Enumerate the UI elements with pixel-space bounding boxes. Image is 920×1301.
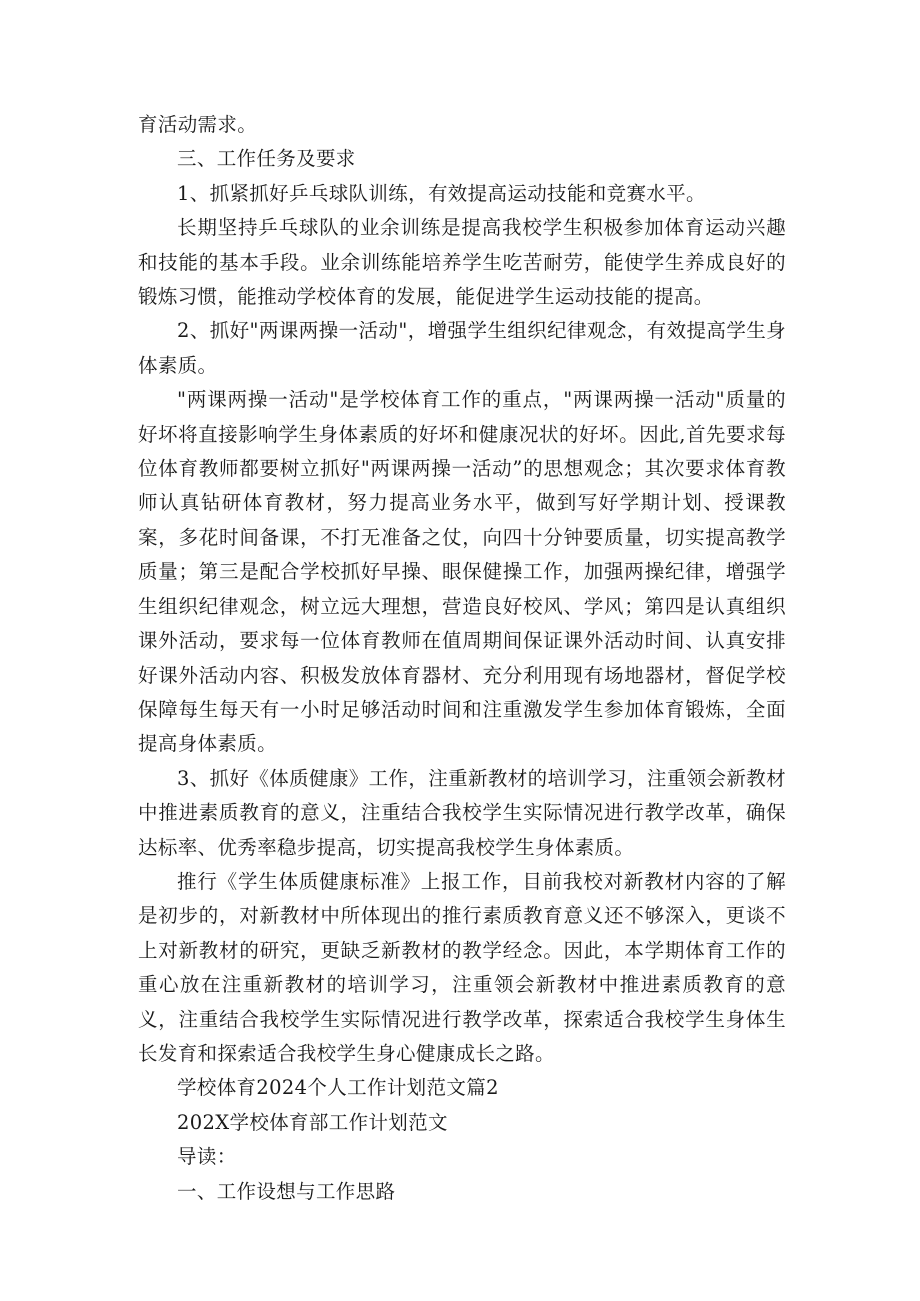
article-2-subtitle: 202X学校体育部工作计划范文 [177, 1110, 448, 1134]
document-body [138, 108, 786, 1209]
article-2-title: 学校体育2024个人工作计划范文篇2 [177, 1076, 499, 1100]
task-3-heading: 3、抓好《体质健康》工作，注重新教材的培训学习，注重领会新教材中推进素质教育的意义，注重结合我校学生实际情况进行教学改革，确保达标率、优秀率稳步提高，切实提高我校学生身体素质。 [138, 766, 786, 859]
section-heading-1: 一、工作设想与工作思路 [177, 1179, 396, 1203]
task-2-heading: 2、抓好"两课两操一活动"，增强学生组织纪律观念，有效提高学生身体素质。 [138, 319, 786, 377]
task-2-body: "两课两操一活动"是学校体育工作的重点，"两课两操一活动"质量的好坏将直接影响学生身体素质的好坏和健康况状的好坏。因此,首先要求每位体育教师都要树立抓好"两课两操一活动”的思想观念；其次要求体育教师认真钻研体育教材，努力提高业务水平，做到写好学期计划、授课教案，多花时间备课，不打无准备之仗，向四十分钟要质量，切实提高教学质量；第三是配合学校抓好早操、眼保健操工作，加强两操纪律，增强学生组织纪律观念，树立远大理想，营造良好校风、学风；第四是认真组织课外活动，要求每一位体育教师在值周期间保证课外活动时间、认真安排好课外活动内容、积极发放体育器材、充分利用现有场地器材，督促学校保障每生每天有一小时足够活动时间和注重激发学生参加体育锻炼，全面提高身体素质。 [138, 388, 786, 756]
task-1-body: 长期坚持乒乓球队的业余训练是提高我校学生积极参加体育运动兴趣和技能的基本手段。业余训练能培养学生吃苦耐劳，能使学生养成良好的锻炼习惯，能推动学校体育的发展，能促进学生运动技能的提高。 [138, 216, 786, 309]
section-heading-3: 三、工作任务及要求 [177, 147, 356, 171]
task-3-body: 推行《学生体质健康标准》上报工作，目前我校对新教材内容的了解是初步的，对新教材中所体现出的推行素质教育意义还不够深入，更谈不上对新教材的研究，更缺乏新教材的教学经念。因此，本学期体育工作的重心放在注重新教材的培训学习，注重领会新教材中推进素质教育的意义，注重结合我校学生实际情况进行教学改革，探索适合我校学生身体生长发育和探索适合我校学生身心健康成长之路。 [138, 869, 786, 1065]
task-1-heading: 1、抓紧抓好乒乓球队训练，有效提高运动技能和竞赛水平。 [177, 181, 706, 205]
intro-label: 导读： [177, 1145, 237, 1169]
paragraph-continuation: 育活动需求。 [138, 113, 258, 136]
